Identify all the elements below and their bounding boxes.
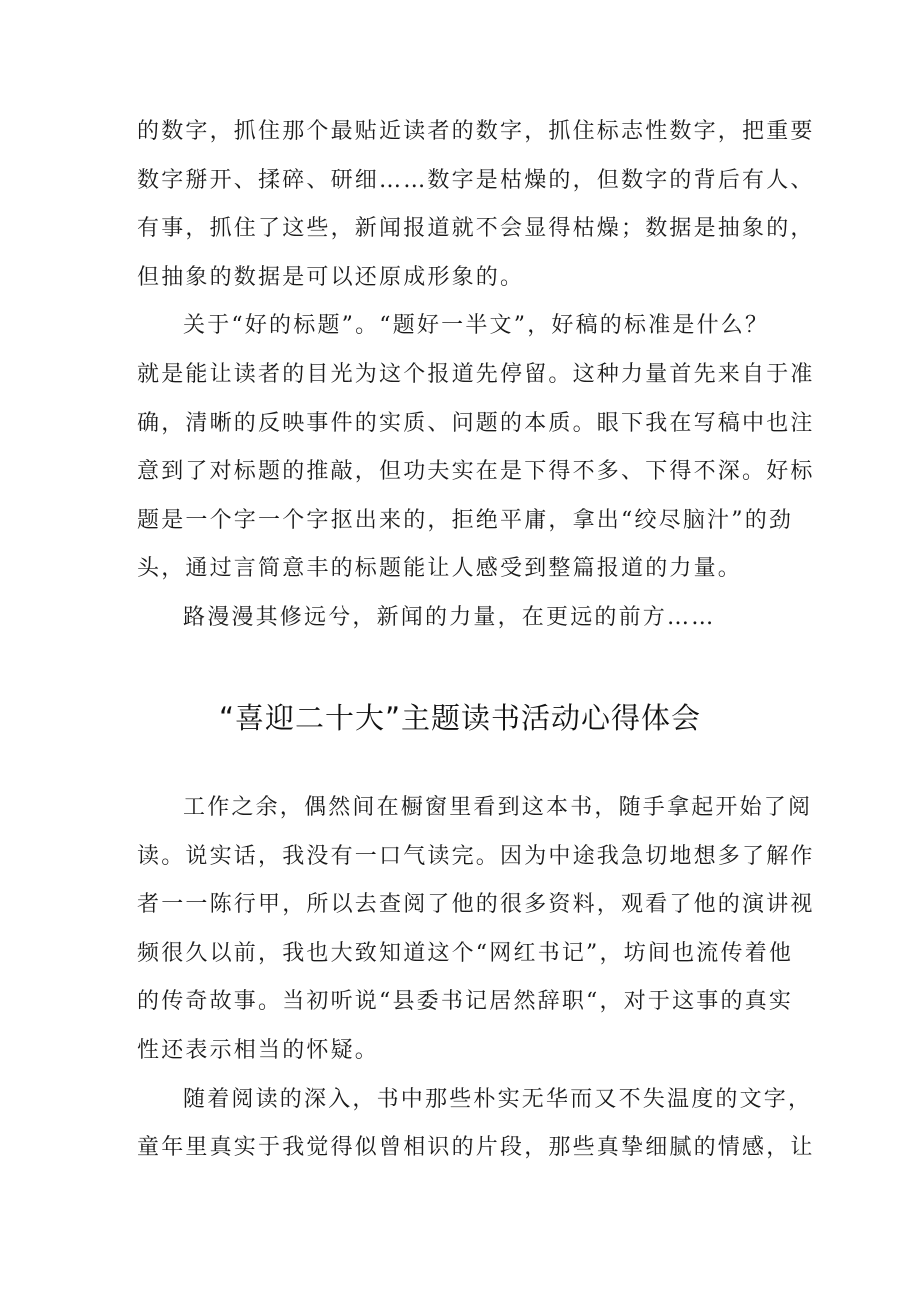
section-2-body xyxy=(137,784,815,1173)
text-line: 童年里真实于我觉得似曾相识的片段，那些真挚细腻的情感，让 xyxy=(137,1135,815,1161)
section-1-body xyxy=(137,108,815,643)
text-line: 关于“好的标题”。“题好一半文”，好稿的标准是什么？ xyxy=(183,313,770,339)
text-line: 确，清晰的反映事件的实质、问题的本质。眼下我在写稿中也注 xyxy=(137,410,815,436)
text-line: 的传奇故事。当初听说“县委书记居然辞职“，对于这事的真实 xyxy=(137,989,794,1015)
text-line: 性还表示相当的怀疑。 xyxy=(137,1037,380,1063)
text-line: 者一一陈行甲，所以去查阅了他的很多资料，观看了他的演讲视 xyxy=(137,892,815,918)
text-line: 数字掰开、揉碎、研细……数字是枯燥的，但数字的背后有人、 xyxy=(137,167,815,193)
paragraph-numbers xyxy=(137,108,815,302)
paragraph-closing xyxy=(137,594,797,643)
text-line: 但抽象的数据是可以还原成形象的。 xyxy=(137,264,525,290)
section-title: “喜迎二十大”主题读书活动心得体会 xyxy=(218,701,702,735)
text-line: 头，通过言简意丰的标题能让人感受到整篇报道的力量。 xyxy=(137,556,743,582)
text-line: 读。说实话，我没有一口气读完。因为中途我急切地想多了解作 xyxy=(137,843,815,869)
paragraph-headlines xyxy=(137,302,815,594)
text-line: 有事，抓住了这些，新闻报道就不会显得枯燥；数据是抽象的， xyxy=(137,216,815,242)
text-line: 题是一个字一个字抠出来的，拒绝平庸，拿出“绞尽脑汁”的劲 xyxy=(137,507,794,533)
text-line: 的数字，抓住那个最贴近读者的数字，抓住标志性数字，把重要 xyxy=(137,119,815,144)
paragraph-reading xyxy=(137,1076,815,1173)
paragraph-intro xyxy=(137,784,815,1076)
text-line: 频很久以前，我也大致知道这个“网红书记”，坊间也流传着他 xyxy=(137,940,794,966)
text-line: 意到了对标题的推敲，但功夫实在是下得不多、下得不深。好标 xyxy=(137,459,815,485)
text-line: 工作之余，偶然间在橱窗里看到这本书，随手拿起开始了阅 xyxy=(183,795,813,820)
text-line: 路漫漫其修远兮，新闻的力量，在更远的前方…… xyxy=(183,604,716,630)
text-line: 随着阅读的深入，书中那些朴实无华而又不失温度的文字， xyxy=(183,1086,813,1112)
text-line: 就是能让读者的目光为这个报道先停留。这种力量首先来自于准 xyxy=(137,361,815,387)
